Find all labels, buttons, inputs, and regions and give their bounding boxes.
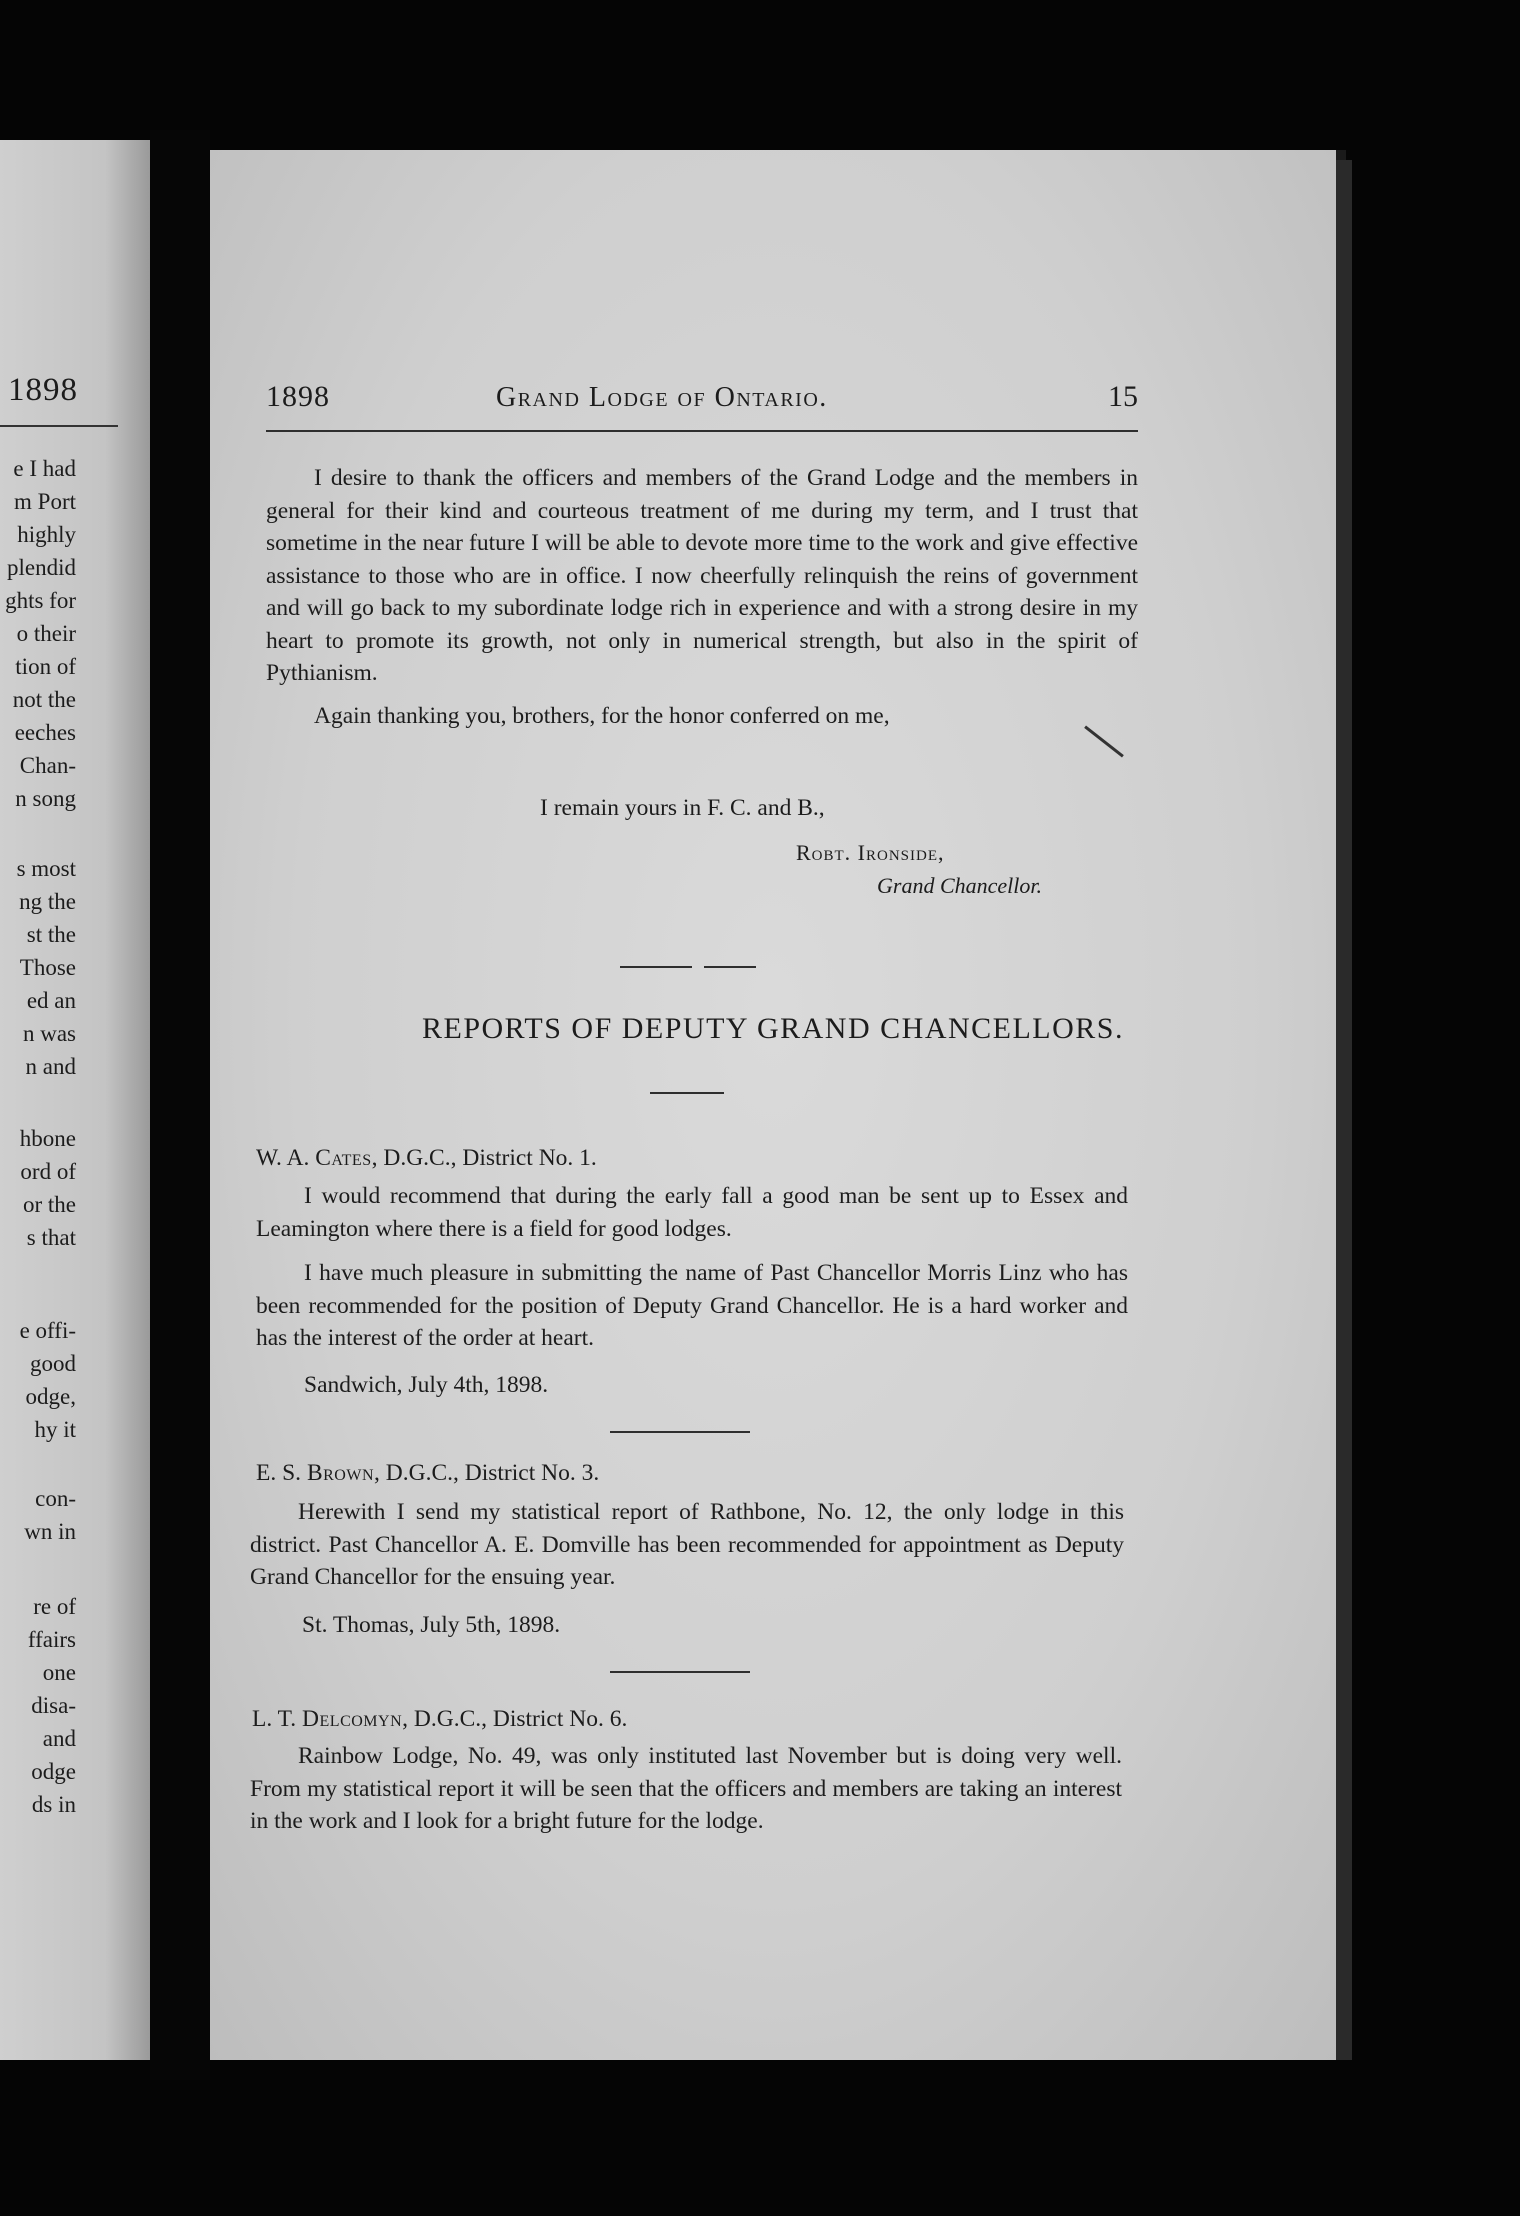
report-paragraph: Herewith I send my statistical report of Rathbone, No. 12, the only lodge in this district. Past Chancellor A. E. Domville has been recommended for appointment as Deputy Grand Chancellor for the ensuing year. <box>250 1499 1124 1590</box>
section-heading: REPORTS OF DEPUTY GRAND CHANCELLORS. <box>422 1012 1124 1045</box>
previous-page-line: ed an <box>26 988 76 1013</box>
previous-page-line: not the <box>12 687 76 712</box>
previous-page-line: n and <box>25 1054 76 1079</box>
previous-page-line: ord of <box>20 1159 76 1184</box>
report-body <box>250 1496 1124 1594</box>
report-heading <box>256 1460 599 1487</box>
previous-page-line: n was <box>22 1021 76 1046</box>
previous-page-line: re of <box>33 1594 76 1619</box>
previous-page-line: ng the <box>19 889 76 914</box>
previous-page-line: odge, <box>25 1384 76 1409</box>
book-gutter <box>150 130 210 2080</box>
ornament-rule-right <box>704 966 756 968</box>
report-surname: Brown <box>306 1460 374 1486</box>
closing-paragraph: I desire to thank the officers and members of the Grand Lodge and the members in general for their kind and courteous treatment of me during my term, and I trust that sometime in the near future I will be able to devote more time to the work and give effective assistance to those who are in office. I now cheerfully relinquish the reins of government and will go back to my subordinate lodge rich in experience and with a strong desire in my heart to promote its growth, not only in numerical strength, but also in the spirit of Pythianism. <box>266 465 1138 686</box>
signature-name: Robt. Ironside, <box>796 840 945 865</box>
previous-page-line: n song <box>15 786 76 811</box>
report-body <box>250 1740 1122 1838</box>
report-district: , D.G.C., District No. 6. <box>402 1706 628 1732</box>
report-separator <box>610 1431 750 1433</box>
report-heading <box>252 1706 627 1733</box>
previous-page-line: Chan- <box>19 753 76 778</box>
section-heading-rule <box>650 1092 724 1094</box>
report-paragraph: I would recommend that during the early fall a good man be sent up to Essex and Leamington where there is a field for good lodges. <box>256 1183 1128 1242</box>
previous-page-line: o their <box>16 621 76 646</box>
previous-page-line: one <box>42 1660 76 1685</box>
closing-address <box>266 462 1138 732</box>
report-initials: E. S. <box>256 1460 302 1486</box>
report-district: , D.G.C., District No. 1. <box>371 1145 597 1171</box>
previous-page-line: st the <box>26 922 76 947</box>
header-rule <box>266 430 1138 432</box>
previous-page-line: odge <box>31 1759 76 1784</box>
previous-page-line: ghts for <box>5 588 76 613</box>
header-title: Grand Lodge of Ontario. <box>496 382 828 413</box>
report-date: St. Thomas, July 5th, 1898. <box>302 1612 561 1638</box>
previous-page-line: disa- <box>31 1693 76 1718</box>
previous-page-line: hy it <box>34 1417 76 1442</box>
previous-page-header-rule <box>0 425 118 427</box>
previous-page-line: m Port <box>14 489 76 514</box>
previous-page-fragment <box>0 140 150 2060</box>
report-date: Sandwich, July 4th, 1898. <box>304 1372 549 1398</box>
header-year: 1898 <box>266 380 330 413</box>
report-surname: Cates <box>315 1145 372 1171</box>
previous-page-line: ds in <box>31 1792 76 1817</box>
previous-page-line: wn in <box>24 1519 76 1544</box>
previous-page-line: and <box>42 1726 76 1751</box>
report-separator <box>610 1671 750 1673</box>
previous-page-line: ffairs <box>27 1627 76 1652</box>
previous-page-line: Those <box>19 955 76 980</box>
report-surname: Delcomyn <box>302 1706 403 1732</box>
report-initials: W. A. <box>256 1145 310 1171</box>
previous-page-line: highly <box>17 522 76 547</box>
report-district: , D.G.C., District No. 3. <box>374 1460 600 1486</box>
report-body <box>256 1180 1128 1355</box>
closing-salutation: I remain yours in F. C. and B., <box>540 795 825 821</box>
previous-page-line: plendid <box>7 555 76 580</box>
page-edge <box>1336 160 1352 2060</box>
page-15 <box>210 150 1336 2060</box>
previous-page-line: tion of <box>15 654 76 679</box>
previous-page-line: hbone <box>19 1126 76 1151</box>
closing-thanks: Again thanking you, brothers, for the honor conferred on me, <box>314 702 890 729</box>
previous-page-line: s most <box>16 856 76 881</box>
previous-page-line: e I had <box>13 456 76 481</box>
previous-page-line: or the <box>22 1192 76 1217</box>
running-header <box>266 380 1138 420</box>
previous-page-year: 1898 <box>8 372 78 408</box>
previous-page-line: con- <box>35 1486 76 1511</box>
report-initials: L. T. <box>252 1706 297 1732</box>
report-heading <box>256 1145 597 1172</box>
report-paragraph: Rainbow Lodge, No. 49, was only instituted last November but is doing very well. From my statistical report it will be seen that the officers and members are taking an interest in the work and I look for a bright future for the lodge. <box>250 1743 1122 1834</box>
page-number: 15 <box>1108 380 1138 413</box>
previous-page-line: s that <box>26 1225 76 1250</box>
previous-page-line: eeches <box>14 720 76 745</box>
previous-page-line: e offi- <box>19 1318 76 1343</box>
ornament-rule-left <box>620 966 692 968</box>
signature-title: Grand Chancellor. <box>877 873 1042 898</box>
report-paragraph: I have much pleasure in submitting the name of Past Chancellor Morris Linz who has been recommended for the position of Deputy Grand Chancellor. He is a hard worker and has the interest of the order at heart. <box>256 1260 1128 1351</box>
previous-page-line: good <box>30 1351 76 1376</box>
